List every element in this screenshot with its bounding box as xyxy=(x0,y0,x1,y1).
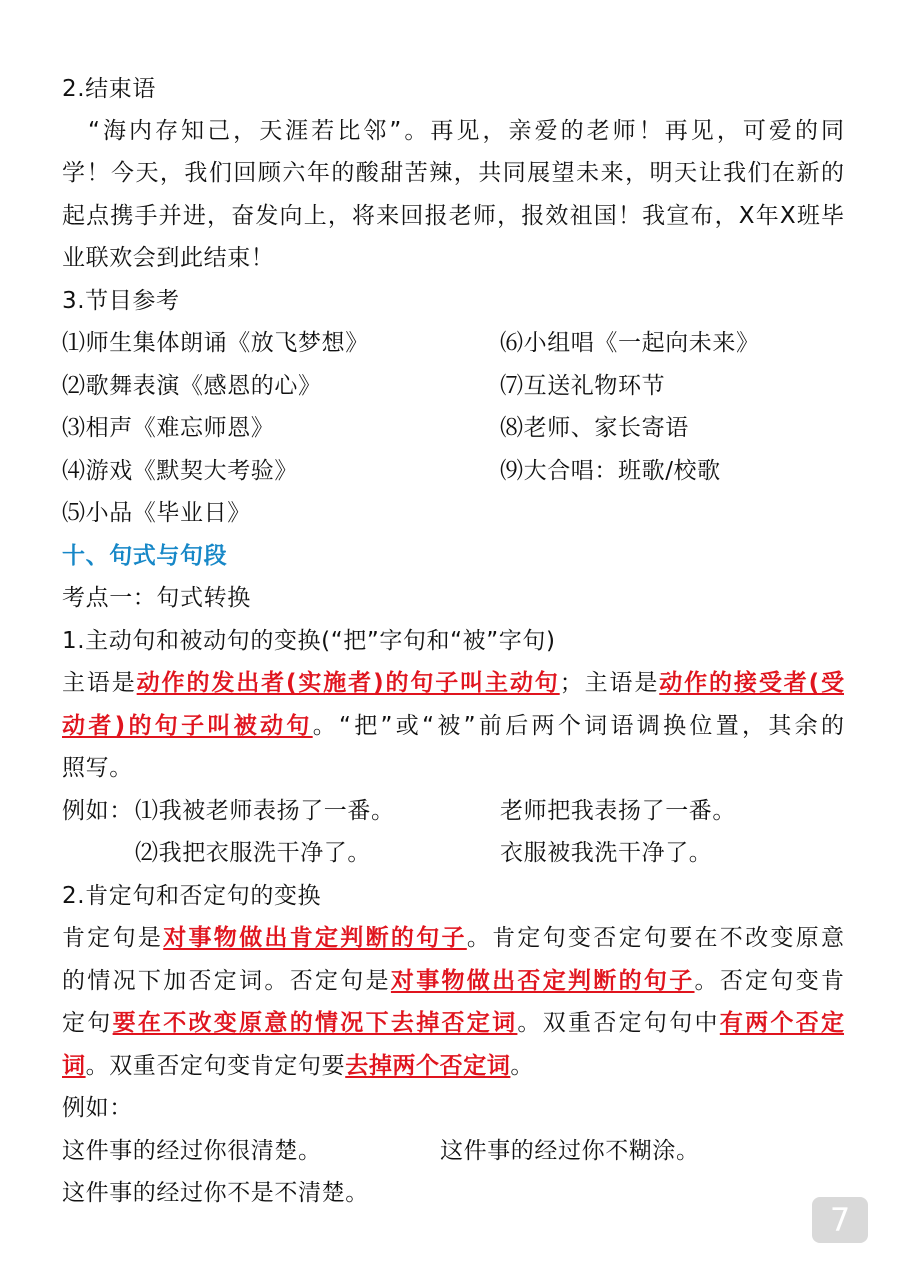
closing-heading: 2.结束语 xyxy=(62,76,156,102)
page-number-badge: 7 xyxy=(812,1197,868,1243)
example-1-left: 这件事的经过你很清楚。 xyxy=(62,1138,322,1164)
affirm-negate-heading: 2.肯定句和否定句的变换 xyxy=(62,883,322,909)
affirm-negate-line-1: 肯定句是对事物做出肯定判断的句子。肯定句变否定句要在不改变原意 xyxy=(62,925,845,951)
example-2: 这件事的经过你不是不清楚。 xyxy=(62,1180,369,1206)
program-item: ⑶相声《难忘师恩》 xyxy=(62,415,275,441)
exam-point: 考点一：句式转换 xyxy=(62,585,251,611)
closing-line-2: 学！今天，我们回顾六年的酸甜苦辣，共同展望未来，明天让我们在新的 xyxy=(62,160,844,186)
example-1-left: ⑴我被老师表扬了一番。 xyxy=(135,798,395,824)
affirm-negate-line-3: 定句要在不改变原意的情况下去掉否定词。双重否定句句中有两个否定 xyxy=(62,1010,845,1036)
affirm-negate-line-2: 的情况下加否定词。否定句是对事物做出否定判断的句子。否定句变肯 xyxy=(62,968,845,994)
active-passive-line-1: 主语是动作的发出者(实施者)的句子叫主动句；主语是动作的接受者(受 xyxy=(62,670,845,696)
program-item: ⑷游戏《默契大考验》 xyxy=(62,458,298,484)
programs-heading: 3.节目参考 xyxy=(62,288,180,314)
example-1-right: 老师把我表扬了一番。 xyxy=(500,798,736,824)
program-item: ⑺互送礼物环节 xyxy=(500,373,666,399)
example-1-right: 这件事的经过你不糊涂。 xyxy=(440,1138,700,1164)
program-item: ⑹小组唱《一起向未来》 xyxy=(500,330,760,356)
closing-line-3: 起点携手并进，奋发向上，将来回报老师，报效祖国！我宣布，X年X班毕 xyxy=(62,203,844,229)
program-item: ⑴师生集体朗诵《放飞梦想》 xyxy=(62,330,369,356)
active-passive-heading: 1.主动句和被动句的变换(“把”字句和“被”字句) xyxy=(62,628,556,654)
example-2-left: ⑵我把衣服洗干净了。 xyxy=(135,840,371,866)
closing-line-1: “海内存知己，天涯若比邻”。再见，亲爱的老师！再见，可爱的同 xyxy=(62,118,844,144)
active-passive-line-2: 动者)的句子叫被动句。“把”或“被”前后两个词语调换位置，其余的 xyxy=(62,713,844,739)
program-item: ⑼大合唱：班歌/校歌 xyxy=(500,458,721,484)
affirm-negate-line-4: 词。双重否定句变肯定句要去掉两个否定词。 xyxy=(62,1053,535,1079)
program-item: ⑻老师、家长寄语 xyxy=(500,415,689,441)
program-item: ⑵歌舞表演《感恩的心》 xyxy=(62,373,322,399)
example-2-right: 衣服被我洗干净了。 xyxy=(500,840,713,866)
program-item: ⑸小品《毕业日》 xyxy=(62,500,251,526)
active-passive-line-3: 照写。 xyxy=(62,755,133,781)
closing-line-4: 业联欢会到此结束！ xyxy=(62,245,275,271)
section-title: 十、句式与句段 xyxy=(62,543,228,569)
example-label: 例如： xyxy=(62,798,133,824)
example-label: 例如： xyxy=(62,1095,133,1121)
